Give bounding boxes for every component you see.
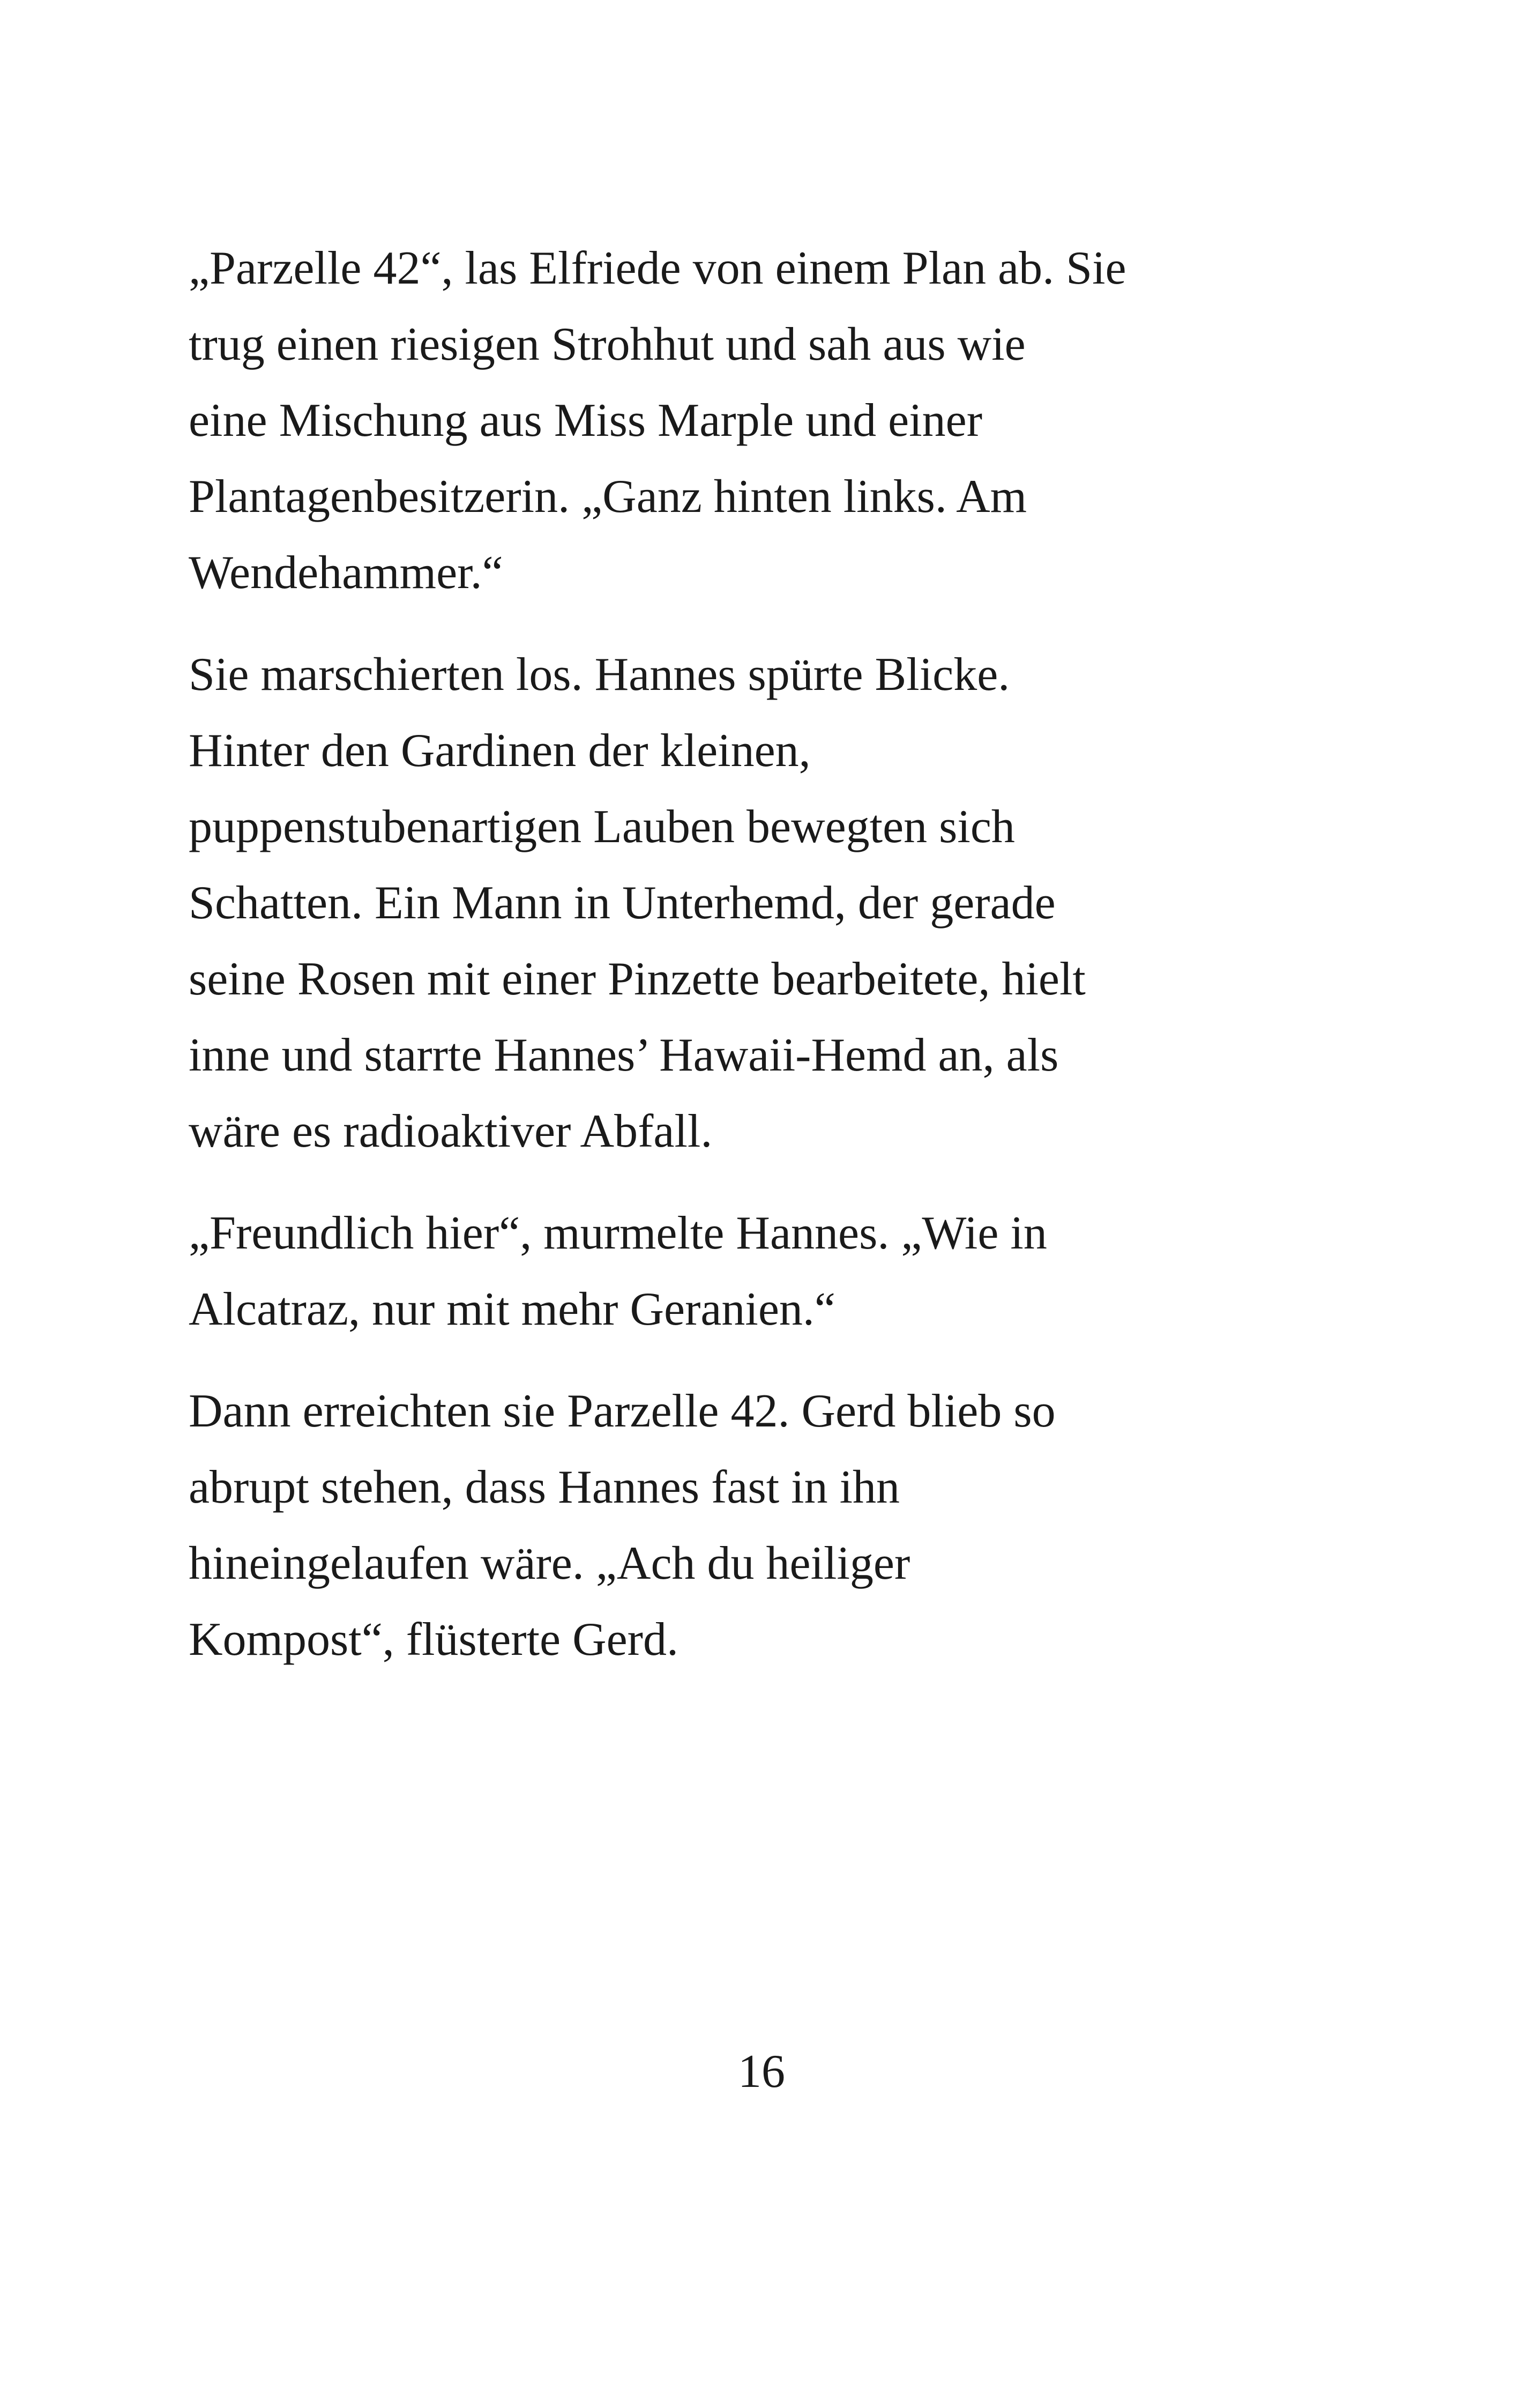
body-text xyxy=(189,231,1260,1704)
text-line: Kompost“, flüsterte Gerd. xyxy=(189,1614,678,1666)
text-line: seine Rosen mit einer Pinzette bearbeitete, hielt xyxy=(189,953,1086,1005)
text-line: Alcatraz, nur mit mehr Geranien.“ xyxy=(189,1283,835,1335)
paragraph xyxy=(189,231,1260,611)
page-number: 16 xyxy=(738,2046,785,2098)
text-line: „Freundlich hier“, murmelte Hannes. „Wie in xyxy=(189,1207,1047,1259)
text-line: Wendehammer.“ xyxy=(189,547,503,599)
text-line: Hinter den Gardinen der kleinen, xyxy=(189,725,811,777)
paragraph xyxy=(189,637,1260,1170)
text-line: abrupt stehen, dass Hannes fast in ihn xyxy=(189,1461,900,1513)
text-line: Dann erreichten sie Parzelle 42. Gerd blieb so xyxy=(189,1385,1056,1437)
text-line: hineingelaufen wäre. „Ach du heiliger xyxy=(189,1537,910,1589)
text-line: trug einen riesigen Strohhut und sah aus wie xyxy=(189,318,1026,370)
text-line: eine Mischung aus Miss Marple und einer xyxy=(189,395,983,447)
text-line: wäre es radioaktiver Abfall. xyxy=(189,1105,713,1157)
text-line: Plantagenbesitzerin. „Ganz hinten links. Am xyxy=(189,471,1027,523)
text-line: „Parzelle 42“, las Elfriede von einem Plan ab. Sie xyxy=(189,242,1126,294)
text-line: inne und starrte Hannes’ Hawaii-Hemd an, als xyxy=(189,1029,1059,1081)
paragraph xyxy=(189,1195,1260,1348)
text-line: puppenstubenartigen Lauben bewegten sich xyxy=(189,801,1015,853)
text-line: Schatten. Ein Mann in Unterhemd, der gerade xyxy=(189,877,1056,929)
text-line: Sie marschierten los. Hannes spürte Blicke. xyxy=(189,649,1010,701)
paragraph xyxy=(189,1373,1260,1678)
